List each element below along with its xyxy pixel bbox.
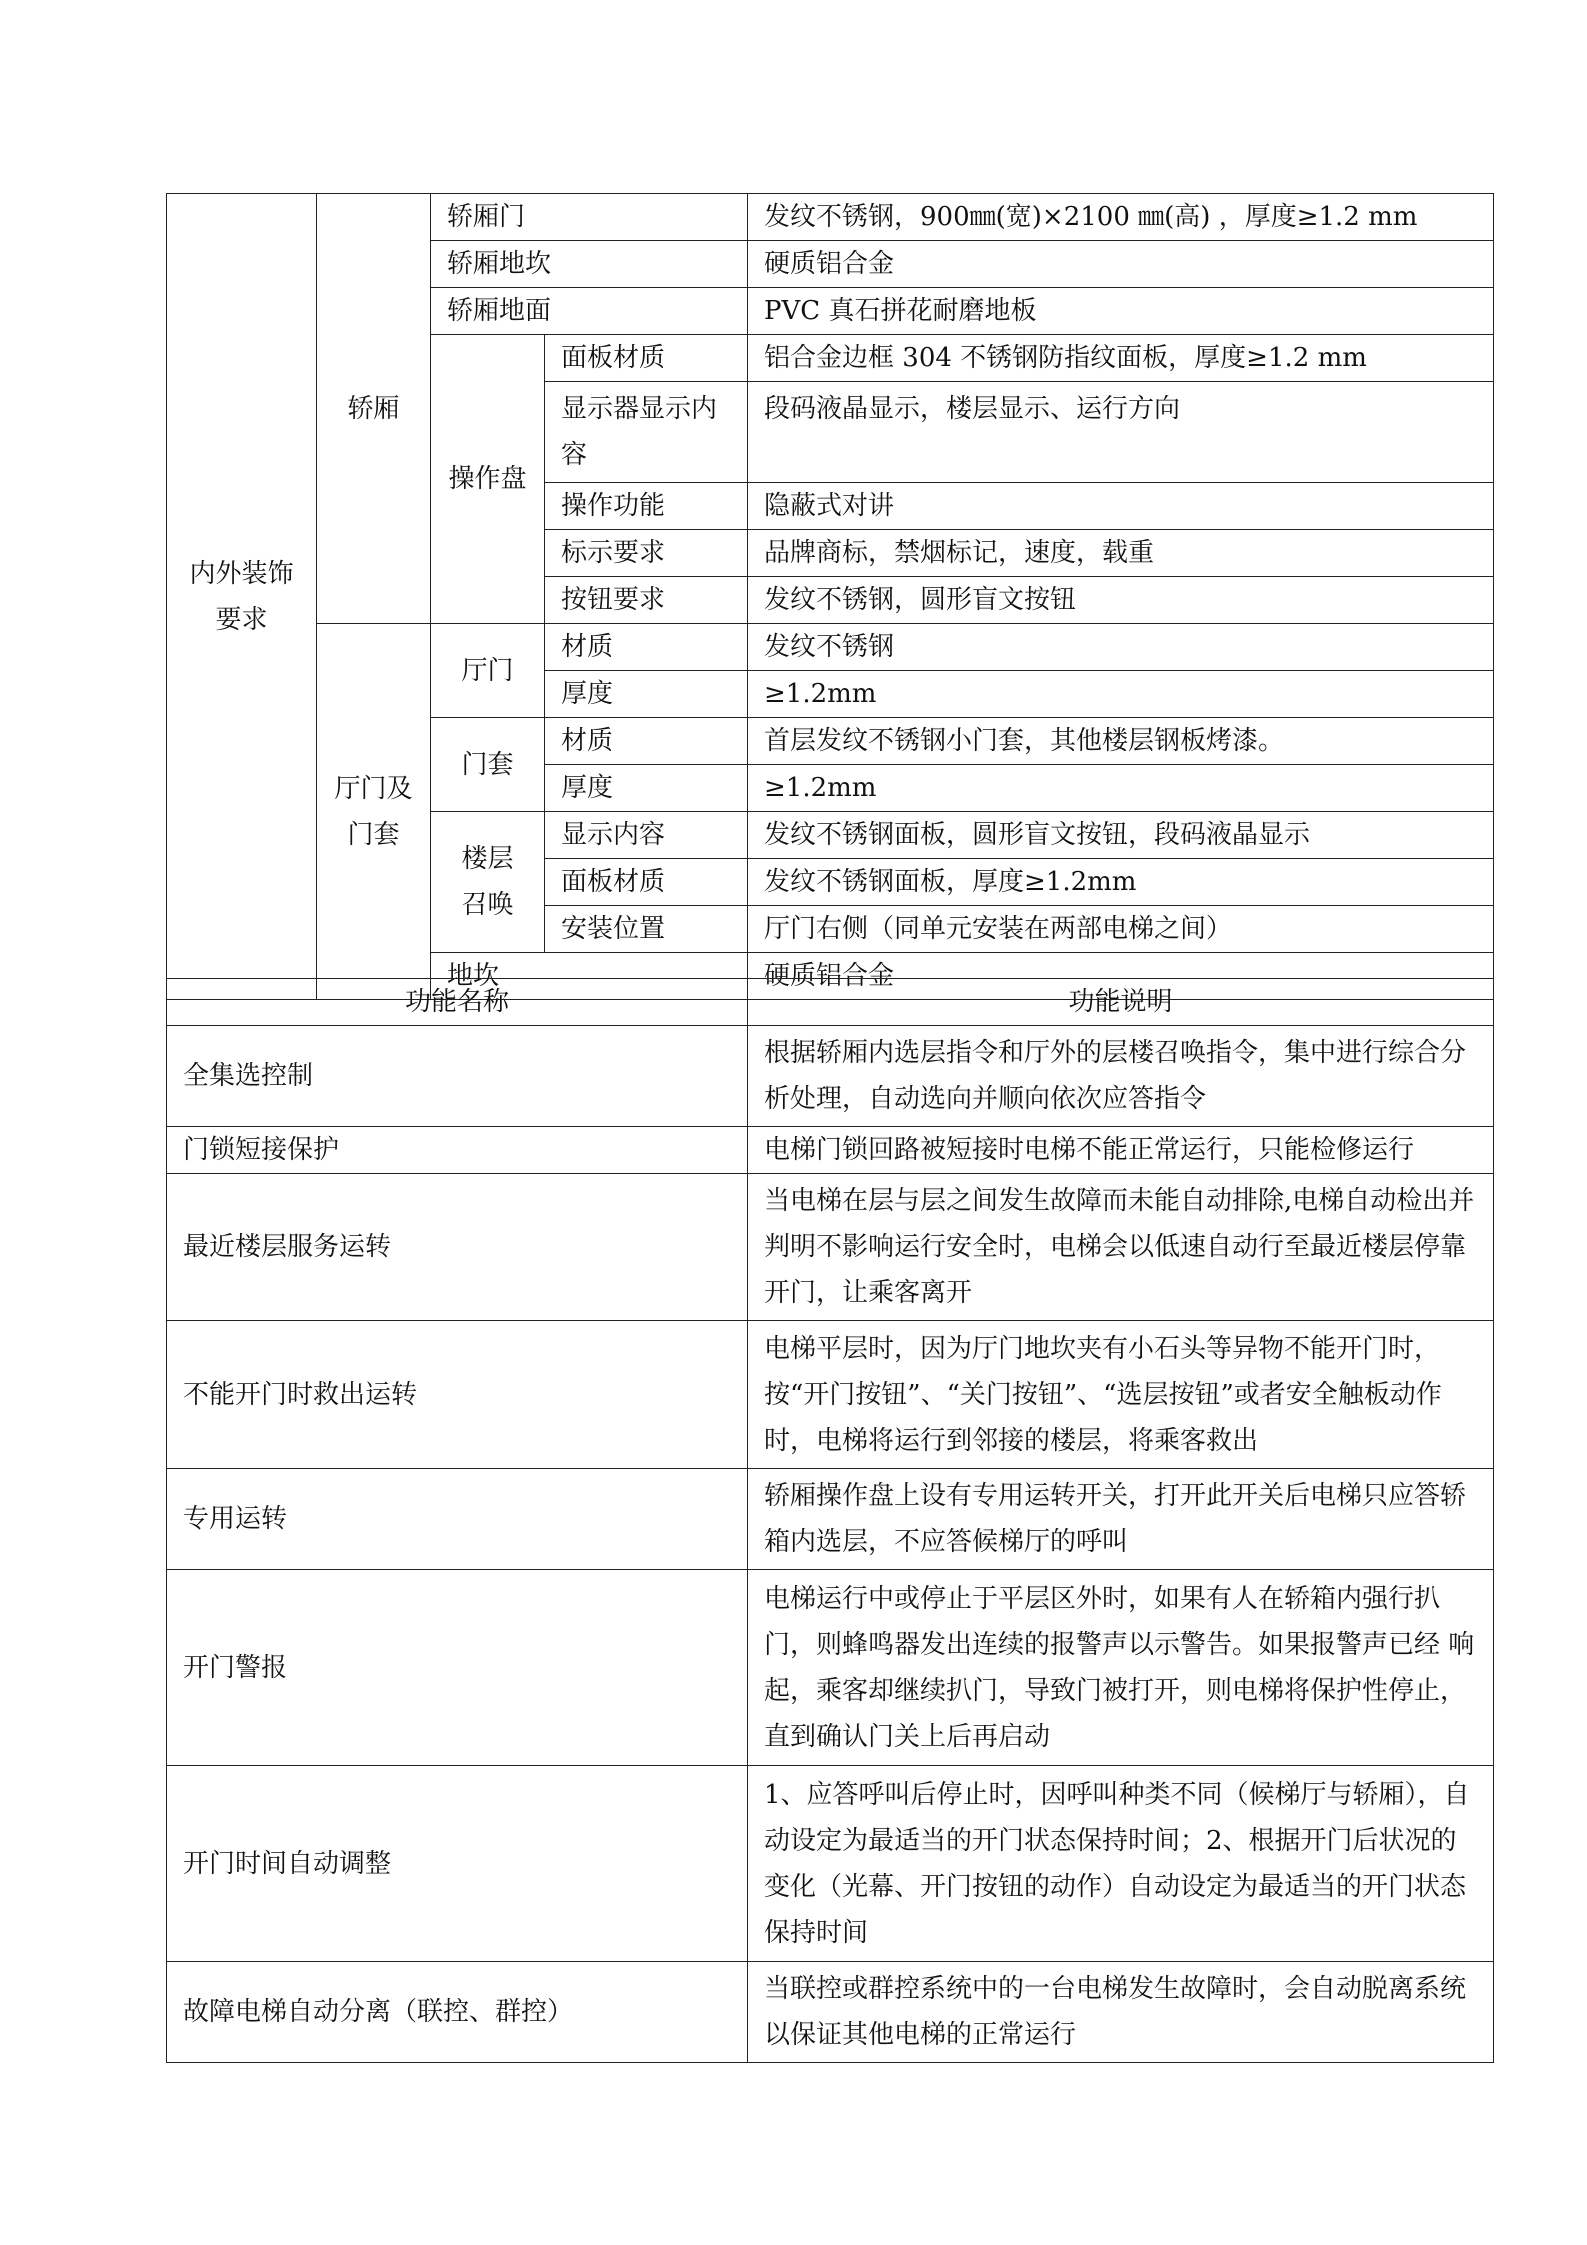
function-desc: 电梯平层时，因为厅门地坎夹有小石头等异物不能开门时，按“开门按钮”、“关门按钮”、“选层按钮”或者安全触板动作时，电梯将运行到邻接的楼层，将乘客救出 <box>748 1321 1494 1469</box>
car-sill-label: 轿厢地坎 <box>431 241 748 288</box>
hall-door-item-label: 材质 <box>545 624 748 671</box>
panel-label: 操作盘 <box>431 335 545 624</box>
function-name: 故障电梯自动分离（联控、群控） <box>167 1962 748 2063</box>
function-desc: 根据轿厢内选层指令和厅外的层楼召唤指令，集中进行综合分析处理，自动选向并顺向依次应答指令 <box>748 1026 1494 1127</box>
function-table <box>166 978 1494 2063</box>
group-label: 内外装饰要求 <box>167 194 317 1000</box>
car-label: 轿厢 <box>317 194 431 624</box>
hall-door-item-value: ≥1.2mm <box>748 671 1494 718</box>
panel-item-label: 按钮要求 <box>545 577 748 624</box>
call-item-label: 显示内容 <box>545 812 748 859</box>
call-item-value: 厅门右侧（同单元安装在两部电梯之间） <box>748 906 1494 953</box>
call-item-value: 发纹不锈钢面板，圆形盲文按钮，段码液晶显示 <box>748 812 1494 859</box>
frame-item-value: ≥1.2mm <box>748 765 1494 812</box>
function-name: 开门警报 <box>167 1570 748 1766</box>
hall-door-item-label: 厚度 <box>545 671 748 718</box>
panel-item-value: 发纹不锈钢，圆形盲文按钮 <box>748 577 1494 624</box>
function-desc: 1、应答呼叫后停止时，因呼叫种类不同（候梯厅与轿厢），自动设定为最适当的开门状态保持时间；2、根据开门后状况的变化（光幕、开门按钮的动作）自动设定为最适当的开门状态保持时间 <box>748 1766 1494 1962</box>
panel-item-label: 显示器显示内容 <box>545 382 748 483</box>
call-item-value: 发纹不锈钢面板，厚度≥1.2mm <box>748 859 1494 906</box>
function-name: 全集选控制 <box>167 1026 748 1127</box>
function-name: 开门时间自动调整 <box>167 1766 748 1962</box>
panel-item-value: 段码液晶显示，楼层显示、运行方向 <box>748 382 1494 483</box>
panel-item-value: 铝合金边框 304 不锈钢防指纹面板，厚度≥1.2 mm <box>748 335 1494 382</box>
car-sill-value: 硬质铝合金 <box>748 241 1494 288</box>
car-floor-value: PVC 真石拼花耐磨地板 <box>748 288 1494 335</box>
frame-item-label: 材质 <box>545 718 748 765</box>
function-name: 最近楼层服务运转 <box>167 1174 748 1321</box>
function-name: 专用运转 <box>167 1469 748 1570</box>
function-name: 不能开门时救出运转 <box>167 1321 748 1469</box>
panel-item-label: 标示要求 <box>545 530 748 577</box>
panel-item-value: 品牌商标，禁烟标记，速度，载重 <box>748 530 1494 577</box>
car-door-value: 发纹不锈钢，900㎜(宽)×2100 ㎜(高) ，厚度≥1.2 mm <box>748 194 1494 241</box>
function-desc: 电梯门锁回路被短接时电梯不能正常运行，只能检修运行 <box>748 1127 1494 1174</box>
function-desc: 轿厢操作盘上设有专用运转开关，打开此开关后电梯只应答轿箱内选层，不应答候梯厅的呼叫 <box>748 1469 1494 1570</box>
function-desc: 当联控或群控系统中的一台电梯发生故障时，会自动脱离系统以保证其他电梯的正常运行 <box>748 1962 1494 2063</box>
hall-door-label: 厅门 <box>431 624 545 718</box>
function-desc-header: 功能说明 <box>748 979 1494 1026</box>
panel-item-label: 面板材质 <box>545 335 748 382</box>
function-name-header: 功能名称 <box>167 979 748 1026</box>
hall-sill-label: 地坎 <box>431 953 748 1000</box>
call-item-label: 面板材质 <box>545 859 748 906</box>
hall-sill-value: 硬质铝合金 <box>748 953 1494 1000</box>
car-floor-label: 轿厢地面 <box>431 288 748 335</box>
call-item-label: 安装位置 <box>545 906 748 953</box>
call-label: 楼层召唤 <box>431 812 545 953</box>
car-door-label: 轿厢门 <box>431 194 748 241</box>
frame-item-value: 首层发纹不锈钢小门套，其他楼层钢板烤漆。 <box>748 718 1494 765</box>
hall-label: 厅门及门套 <box>317 624 431 1000</box>
frame-item-label: 厚度 <box>545 765 748 812</box>
panel-item-value: 隐蔽式对讲 <box>748 483 1494 530</box>
decoration-spec-table <box>166 193 1494 1000</box>
function-desc: 电梯运行中或停止于平层区外时，如果有人在轿箱内强行扒 门，则蜂鸣器发出连续的报警声以示警告。如果报警声已经 响起，乘客却继续扒门，导致门被打开，则电梯将保护性停止，直到确认门关上后再启动 <box>748 1570 1494 1766</box>
function-desc: 当电梯在层与层之间发生故障而未能自动排除,电梯自动检出并判明不影响运行安全时，电梯会以低速自动行至最近楼层停靠开门，让乘客离开 <box>748 1174 1494 1321</box>
function-name: 门锁短接保护 <box>167 1127 748 1174</box>
hall-door-item-value: 发纹不锈钢 <box>748 624 1494 671</box>
panel-item-label: 操作功能 <box>545 483 748 530</box>
frame-label: 门套 <box>431 718 545 812</box>
